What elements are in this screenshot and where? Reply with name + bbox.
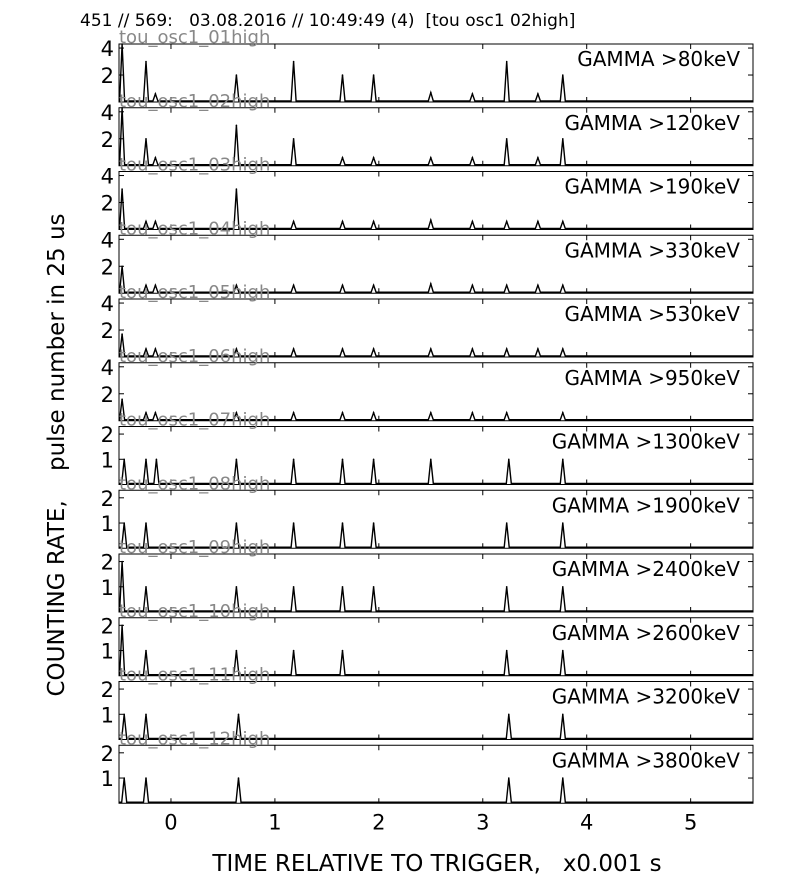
data-point xyxy=(430,219,432,221)
data-point xyxy=(506,650,508,652)
data-point xyxy=(506,348,508,350)
data-point xyxy=(430,283,432,285)
data-point xyxy=(506,412,508,414)
data-point xyxy=(238,777,240,779)
data-point xyxy=(537,157,539,159)
series-line xyxy=(119,778,753,802)
y-tick-label: 4 xyxy=(100,292,114,317)
data-point xyxy=(145,522,147,524)
data-point xyxy=(342,412,344,414)
data-point xyxy=(145,650,147,652)
data-point xyxy=(293,61,295,63)
data-point xyxy=(342,348,344,350)
channel-label: tou_osc1_05high xyxy=(119,282,271,303)
panel-label: GAMMA >2400keV xyxy=(551,557,740,581)
data-point xyxy=(293,459,295,461)
data-point xyxy=(506,284,508,286)
data-point xyxy=(236,650,238,652)
data-point xyxy=(121,561,123,563)
y-tick-label: 2 xyxy=(100,678,114,703)
data-point xyxy=(373,221,375,223)
data-point xyxy=(145,459,147,461)
data-point xyxy=(562,777,564,779)
panel-label: GAMMA >3800keV xyxy=(551,748,740,773)
y-tick-label: 2 xyxy=(100,127,114,152)
data-point xyxy=(293,412,295,414)
data-point xyxy=(562,459,564,461)
data-point xyxy=(145,138,147,140)
data-point xyxy=(236,188,238,190)
data-point xyxy=(293,284,295,286)
data-point xyxy=(293,221,295,223)
data-point xyxy=(236,586,238,588)
y-tick-label: 1 xyxy=(100,767,114,792)
data-point xyxy=(293,586,295,588)
data-point xyxy=(373,284,375,286)
data-point xyxy=(562,650,564,652)
channel-label: tou_osc1_03high xyxy=(119,154,271,176)
channel-label: tou_osc1_06high xyxy=(119,345,271,367)
x-axis-label: TIME RELATIVE TO TRIGGER, x0.001 s xyxy=(212,851,662,877)
panel-label: GAMMA >330keV xyxy=(564,238,740,263)
data-point xyxy=(472,412,474,414)
data-point xyxy=(508,714,510,716)
data-point xyxy=(537,221,539,223)
data-point xyxy=(145,777,147,779)
data-point xyxy=(537,93,539,95)
panel-label: GAMMA >120keV xyxy=(564,110,740,135)
y-tick-label: 4 xyxy=(100,37,114,62)
panel-label: GAMMA >2600keV xyxy=(551,620,740,645)
data-point xyxy=(373,586,375,588)
data-point xyxy=(121,188,123,190)
panel-label: GAMMA >190keV xyxy=(564,174,740,199)
data-point xyxy=(562,522,564,524)
data-point xyxy=(238,714,240,716)
panels xyxy=(101,27,753,834)
data-point xyxy=(342,157,344,159)
x-tick-label: 2 xyxy=(372,810,386,835)
channel-label: tou_osc1_08high xyxy=(119,473,271,495)
data-point xyxy=(472,221,474,223)
y-tick-label: 2 xyxy=(100,550,114,575)
data-point xyxy=(373,348,375,350)
data-point xyxy=(236,74,238,76)
data-point xyxy=(121,625,123,627)
data-point xyxy=(145,714,147,716)
channel-label: tou_osc1_04high xyxy=(119,218,271,240)
data-point xyxy=(236,522,238,524)
data-point xyxy=(373,157,375,159)
data-point xyxy=(562,586,564,588)
data-point xyxy=(472,348,474,350)
data-point xyxy=(562,74,564,76)
data-point xyxy=(342,459,344,461)
data-point xyxy=(506,522,508,524)
data-point xyxy=(506,221,508,223)
data-point xyxy=(506,61,508,63)
channel-label: tou_osc1_01high xyxy=(119,27,271,48)
data-point xyxy=(123,714,125,716)
panel-label: GAMMA >3200keV xyxy=(551,684,740,709)
data-point xyxy=(342,650,344,652)
data-point xyxy=(342,586,344,588)
panel-label: GAMMA >80keV xyxy=(577,47,740,71)
data-point xyxy=(121,266,123,268)
data-point xyxy=(123,459,125,461)
data-point xyxy=(508,777,510,779)
y-tick-label: 1 xyxy=(100,703,114,728)
data-point xyxy=(123,522,125,524)
data-point xyxy=(342,74,344,76)
y-tick-label: 1 xyxy=(100,512,114,537)
channel-label: tou_osc1_07high xyxy=(119,409,271,431)
data-point xyxy=(156,459,158,461)
data-point xyxy=(342,221,344,223)
data-point xyxy=(472,284,474,286)
data-point xyxy=(508,459,510,461)
data-point xyxy=(472,157,474,159)
data-point xyxy=(293,138,295,140)
panel-label: GAMMA >530keV xyxy=(564,302,740,326)
channel-label: tou_osc1_10high xyxy=(119,600,271,622)
data-point xyxy=(373,74,375,76)
data-point xyxy=(430,157,432,159)
x-tick-label: 0 xyxy=(164,810,178,835)
data-point xyxy=(145,586,147,588)
y-tick-label: 2 xyxy=(100,614,114,639)
x-tick-label: 5 xyxy=(683,810,698,835)
data-point xyxy=(506,138,508,140)
data-point xyxy=(562,348,564,350)
data-point xyxy=(342,522,344,524)
channel-label: tou_osc1_09high xyxy=(119,537,271,558)
data-point xyxy=(236,125,238,127)
data-point xyxy=(472,93,474,95)
y-tick-label: 2 xyxy=(100,486,114,511)
x-tick-label: 3 xyxy=(476,810,490,835)
data-point xyxy=(293,348,295,350)
y-tick-label: 1 xyxy=(100,639,114,664)
x-tick-label: 4 xyxy=(580,810,594,835)
panel-label: GAMMA >1900keV xyxy=(551,493,740,518)
data-point xyxy=(373,459,375,461)
data-point xyxy=(562,412,564,414)
data-point xyxy=(562,714,564,716)
chart-title: 451 // 569: 03.08.2016 // 10:49:49 (4) [tou osc1 02high] xyxy=(80,11,576,31)
y-tick-label: 2 xyxy=(100,423,114,448)
data-point xyxy=(342,284,344,286)
data-point xyxy=(430,412,432,414)
panel-label: GAMMA >950keV xyxy=(564,365,740,390)
y-tick-label: 4 xyxy=(100,100,114,125)
data-point xyxy=(236,459,238,461)
data-point xyxy=(562,284,564,286)
y-tick-label: 4 xyxy=(100,164,114,189)
y-tick-label: 4 xyxy=(100,355,114,380)
data-point xyxy=(373,522,375,524)
data-point xyxy=(293,650,295,652)
data-point xyxy=(123,777,125,779)
channel-label: tou_osc1_02high xyxy=(119,90,271,112)
data-point xyxy=(506,586,508,588)
data-point xyxy=(293,522,295,524)
y-tick-label: 2 xyxy=(100,741,114,766)
data-point xyxy=(121,333,123,335)
y-tick-label: 2 xyxy=(100,319,114,344)
channel-label: tou_osc1_12high xyxy=(119,728,271,750)
data-point xyxy=(430,348,432,350)
data-point xyxy=(537,284,539,286)
y-tick-label: 2 xyxy=(100,64,114,89)
data-point xyxy=(562,221,564,223)
data-point xyxy=(145,61,147,63)
y-axis-label: COUNTING RATE, pulse number in 25 us xyxy=(44,213,70,697)
data-point xyxy=(373,412,375,414)
data-point xyxy=(537,348,539,350)
x-tick-label: 1 xyxy=(268,810,282,835)
y-tick-label: 1 xyxy=(100,575,114,600)
data-point xyxy=(430,459,432,461)
y-tick-label: 4 xyxy=(100,228,114,253)
y-tick-label: 1 xyxy=(100,448,114,473)
y-tick-label: 2 xyxy=(100,191,114,216)
y-tick-label: 2 xyxy=(100,382,114,407)
data-point xyxy=(430,92,432,94)
channel-label: tou_osc1_11high xyxy=(119,664,271,686)
panel-label: GAMMA >1300keV xyxy=(551,429,740,454)
data-point xyxy=(121,398,123,400)
data-point xyxy=(562,138,564,140)
y-tick-label: 2 xyxy=(100,255,114,280)
